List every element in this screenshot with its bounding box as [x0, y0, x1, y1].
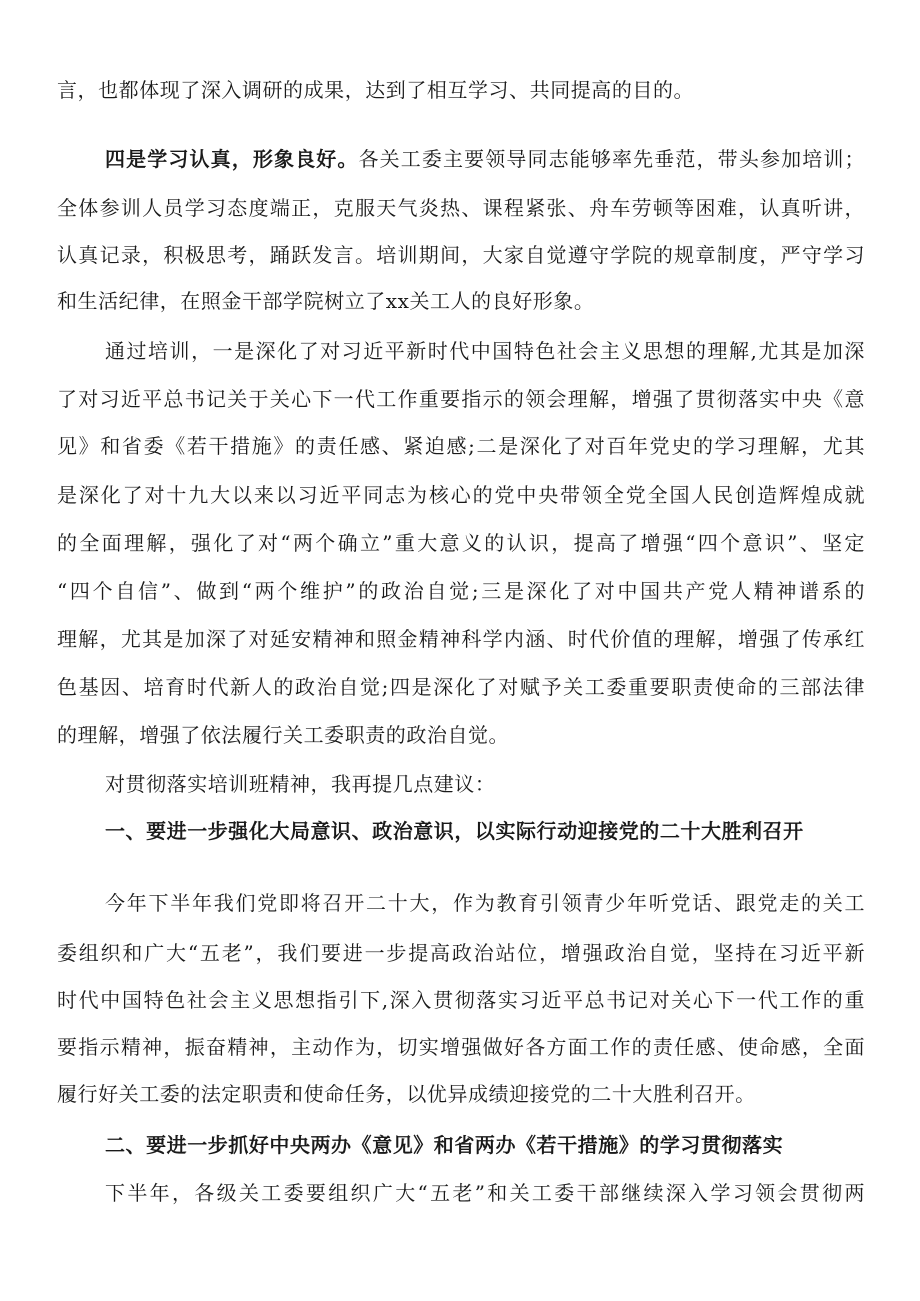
paragraph-7-line-5: 履行好关工委的法定职责和使命任务，以优异成绩迎接党的二十大胜利召开。	[57, 1082, 756, 1106]
paragraph-4-line-2: 全体参训人员学习态度端正，克服天气炎热、课程紧张、舟车劳顿等困难，认真听讲，	[57, 196, 865, 220]
paragraph-5-line-3: 见》和省委《若干措施》的责任感、紧迫感;二是深化了对百年党史的学习理解，尤其	[57, 434, 865, 458]
paragraph-5-line-4: 是深化了对十九大以来以习近平同志为核心的党中央带领全党全国人民创造辉煌成就	[57, 483, 865, 507]
paragraph-8-line-1: 下半年，各级关工委要组织广大“五老”和关工委干部继续深入学习领会贯彻两	[105, 1181, 865, 1205]
paragraph-4-line-1-rest: 各关工委主要领导同志能够率先垂范，带头参加培训；	[358, 147, 865, 171]
paragraph-5-line-2: 了对习近平总书记关于关心下一代工作重要指示的领会理解，增强了贯彻落实中央《意	[57, 387, 865, 411]
section-heading-2: 二、要进一步抓好中央两办《意见》和省两办《若干措施》的学习贯彻落实	[105, 1133, 784, 1157]
paragraph-7-line-4: 要指示精神，振奋精神，主动作为，切实增强做好各方面工作的责任感、使命感，全面	[57, 1035, 865, 1059]
paragraph-4-lead: 四是学习认真，形象良好。	[105, 147, 359, 171]
section-heading-1: 一、要进一步强化大局意识、政治意识，以实际行动迎接党的二十大胜利召开	[105, 819, 804, 843]
paragraph-4-line-1	[105, 147, 865, 171]
paragraph-5-line-8: 色基因、培育时代新人的政治自觉;四是深化了对赋予关工委重要职责使命的三部法律	[57, 675, 865, 699]
paragraph-7-line-1: 今年下半年我们党即将召开二十大，作为教育引领青少年听党话、跟党走的关工	[105, 891, 865, 915]
paragraph-5-line-7: 理解，尤其是加深了对延安精神和照金精神科学内涵、时代价值的理解，增强了传承红	[57, 627, 865, 651]
paragraph-7-line-2: 委组织和广大“五老”，我们要进一步提高政治站位，增强政治自觉，坚持在习近平新	[57, 941, 865, 965]
paragraph-6: 对贯彻落实培训班精神，我再提几点建议：	[105, 772, 496, 796]
paragraph-5-line-6: “四个自信”、做到“两个维护”的政治自觉;三是深化了对中国共产党人精神谱系的	[57, 579, 865, 603]
paragraph-5-line-1: 通过培训，一是深化了对习近平新时代中国特色社会主义思想的理解,尤其是加深	[105, 339, 865, 363]
paragraph-intro-end: 言，也都体现了深入调研的成果，达到了相互学习、共同提高的目的。	[57, 78, 695, 102]
paragraph-4-line-4: 和生活纪律，在照金干部学院树立了xx关工人的良好形象。	[57, 289, 595, 313]
paragraph-7-line-3: 时代中国特色社会主义思想指引下,深入贯彻落实习近平总书记对关心下一代工作的重	[57, 988, 865, 1012]
paragraph-5-line-9: 的理解，增强了依法履行关工委职责的政治自觉。	[57, 723, 510, 747]
paragraph-4-line-3: 认真记录，积极思考，踊跃发言。培训期间，大家自觉遵守学院的规章制度，严守学习	[57, 243, 865, 267]
paragraph-5-line-5: 的全面理解，强化了对“两个确立”重大意义的认识，提高了增强“四个意识”、坚定	[57, 531, 865, 555]
